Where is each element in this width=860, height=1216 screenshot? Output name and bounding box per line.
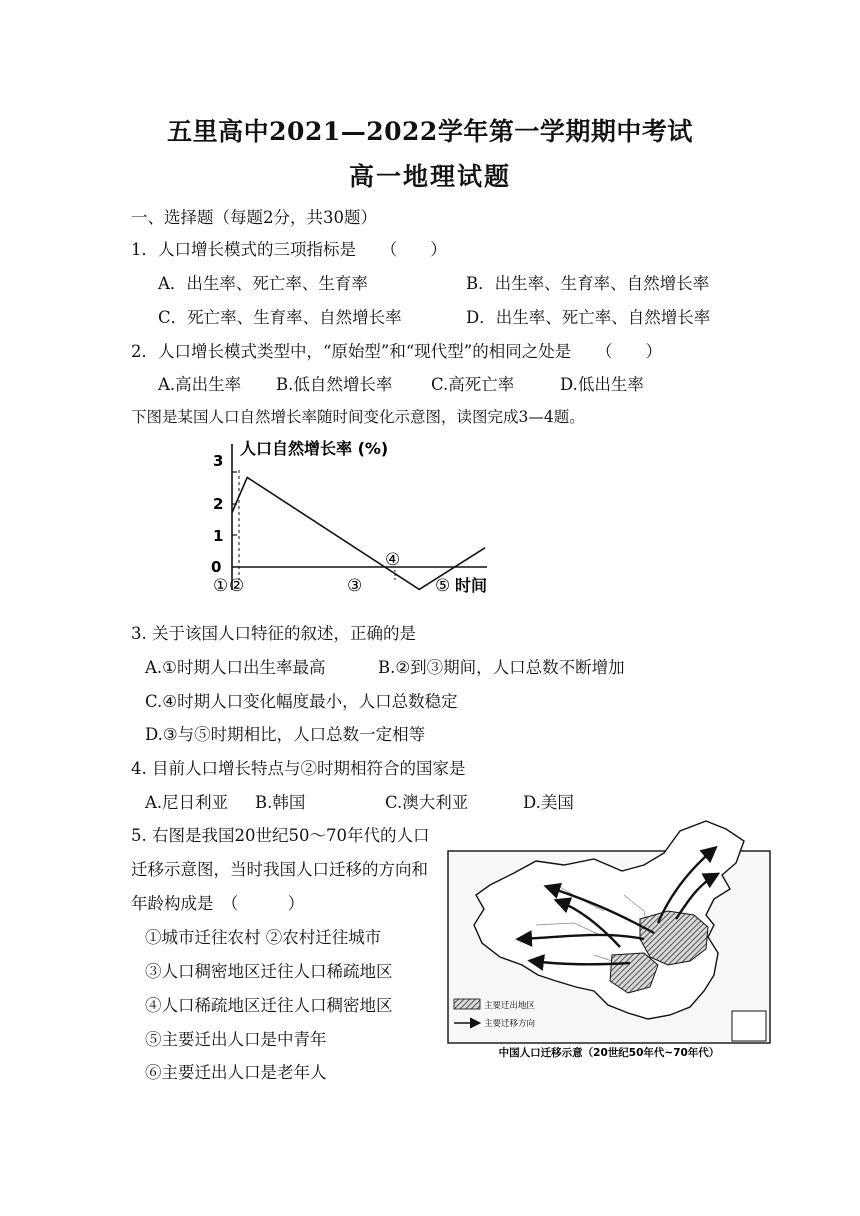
x-axis-label: 时间	[455, 576, 488, 595]
legend-hatch-swatch	[454, 999, 480, 1009]
q3-option-b: B.②到③期间，人口总数不断增加	[378, 658, 625, 677]
q5-item-5: ⑥主要迁出人口是老年人	[145, 1063, 327, 1082]
marker-1: ①	[213, 576, 229, 596]
q5-stem-line-3: 年龄构成是 （ ）	[131, 894, 305, 913]
y-tick-1: 1	[213, 527, 224, 545]
q5-item-3: ④人口稀疏地区迁往人口稠密地区	[145, 996, 393, 1015]
marker-4: ④	[385, 550, 401, 570]
china-migration-map	[444, 815, 774, 1063]
y-tick-0: 0	[211, 558, 222, 576]
q2-option-d: D.低出生率	[560, 375, 644, 394]
marker-3: ③	[347, 576, 363, 596]
q3-option-d: D.③与⑤时期相比，人口总数一定相等	[145, 725, 426, 744]
q1-option-b: B．出生率、生育率、自然增长率	[466, 274, 710, 293]
q1-option-c: C．死亡率、生育率、自然增长率	[158, 308, 402, 327]
legend-out-label: 主要迁出地区	[484, 1001, 536, 1011]
y-tick-3: 3	[213, 452, 224, 470]
marker-5: ⑤	[435, 576, 451, 596]
q2-stem: 2．人口增长模式类型中，“原始型”和“现代型”的相同之处是 （ ）	[131, 342, 662, 361]
q5-item-1: ①城市迁往农村 ②农村迁往城市	[145, 928, 382, 947]
q2-option-c: C.高死亡率	[431, 375, 515, 394]
exam-title: 五里高中2021—2022学年第一学期期中考试	[167, 117, 693, 146]
q5-stem-line-1: 5. 右图是我国20世纪50～70年代的人口	[131, 826, 430, 845]
q5-item-4: ⑤主要迁出人口是中青年	[145, 1030, 327, 1049]
chart-title: 人口自然增长率 (%)	[240, 439, 389, 458]
q3-stem: 3. 关于该国人口特征的叙述，正确的是	[131, 624, 416, 643]
marker-2: ②	[229, 576, 245, 596]
q5-item-2: ③人口稠密地区迁往人口稀疏地区	[145, 962, 393, 981]
legend-dir-label: 主要迁移方向	[484, 1019, 536, 1029]
q1-option-d: D．出生率、死亡率、自然增长率	[466, 308, 711, 327]
section-heading: 一、选择题（每题2分，共30题）	[131, 208, 377, 227]
q4-option-a: A.尼日利亚	[145, 793, 229, 812]
q4-option-b: B.韩国	[255, 793, 306, 812]
q2-option-b: B.低自然增长率	[276, 375, 393, 394]
q2-option-a: A.高出生率	[158, 375, 242, 394]
q3-4-intro: 下图是某国人口自然增长率随时间变化示意图，读图完成3—4题。	[131, 408, 585, 426]
y-tick-2: 2	[213, 495, 224, 513]
south-china-sea-inset	[732, 1011, 766, 1041]
growth-rate-chart	[205, 430, 505, 605]
q1-stem: 1．人口增长模式的三项指标是 （ ）	[131, 240, 447, 259]
q3-option-c: C.④时期人口变化幅度最小，人口总数稳定	[145, 692, 458, 711]
q5-stem-line-2: 迁移示意图，当时我国人口迁移的方向和	[131, 860, 428, 879]
q3-option-a: A.①时期人口出生率最高	[145, 658, 326, 677]
q4-option-d: D.美国	[523, 793, 574, 812]
q4-option-c: C.澳大利亚	[385, 793, 469, 812]
growth-rate-line	[232, 477, 485, 589]
exam-subtitle: 高一地理试题	[348, 162, 511, 191]
map-caption: 中国人口迁移示意（20世纪50年代~70年代）	[498, 1047, 720, 1059]
q4-stem: 4. 目前人口增长特点与②时期相符合的国家是	[131, 759, 466, 778]
q1-option-a: A．出生率、死亡率、生育率	[158, 274, 368, 293]
